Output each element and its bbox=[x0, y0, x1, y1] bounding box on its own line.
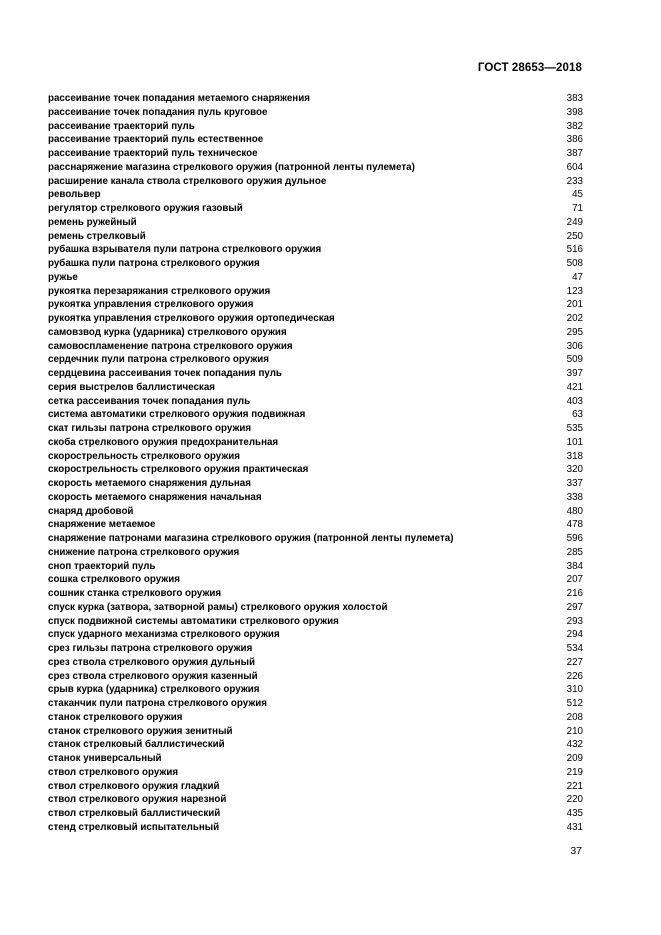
index-page-ref: 101 bbox=[566, 436, 583, 448]
index-term: ремень стрелковый bbox=[48, 230, 146, 242]
index-page-ref: 71 bbox=[572, 203, 583, 214]
index-page-ref: 293 bbox=[566, 615, 583, 627]
index-page-ref: 221 bbox=[566, 780, 583, 792]
index-entry bbox=[48, 628, 583, 642]
index-term: снижение патрона стрелкового оружия bbox=[48, 546, 240, 558]
index-entry bbox=[48, 518, 583, 532]
index-term: станок стрелковый баллистический bbox=[48, 739, 225, 751]
index-entry bbox=[48, 821, 583, 835]
index-entry bbox=[48, 202, 583, 216]
term-index-list bbox=[48, 92, 583, 835]
index-page-ref: 207 bbox=[566, 574, 583, 586]
index-term: снаряжение метаемое bbox=[48, 519, 156, 531]
index-term: снаряд дробовой bbox=[48, 505, 134, 517]
index-entry bbox=[48, 587, 583, 601]
index-term: спуск подвижной системы автоматики стрелкового оружия bbox=[48, 615, 339, 627]
index-page-ref: 285 bbox=[566, 546, 583, 558]
index-term: рубашка взрывателя пули патрона стрелкового оружия bbox=[48, 244, 322, 256]
index-page-ref: 431 bbox=[566, 821, 583, 833]
index-page-ref: 596 bbox=[566, 533, 583, 544]
index-entry bbox=[48, 312, 583, 326]
index-entry bbox=[48, 642, 583, 656]
index-page-ref: 233 bbox=[566, 175, 583, 187]
index-page-ref: 216 bbox=[566, 588, 583, 599]
index-entry bbox=[48, 188, 583, 202]
index-term: сердцевина рассеивания точек попадания пуль bbox=[48, 368, 282, 379]
index-term: сноп траекторий пуль bbox=[48, 560, 156, 572]
index-entry bbox=[48, 711, 583, 725]
index-term: сетка рассеивания точек попадания пуль bbox=[48, 395, 251, 407]
index-term: ремень ружейный bbox=[48, 216, 137, 228]
index-page-ref: 432 bbox=[566, 739, 583, 751]
index-entry bbox=[48, 175, 583, 189]
index-page-ref: 508 bbox=[566, 258, 583, 269]
index-term: скорость метаемого снаряжения дульная bbox=[48, 478, 251, 489]
index-entry bbox=[48, 780, 583, 794]
index-page-ref: 318 bbox=[566, 450, 583, 462]
index-entry bbox=[48, 505, 583, 519]
index-page-ref: 208 bbox=[566, 711, 583, 723]
index-page-ref: 512 bbox=[566, 698, 583, 709]
index-page-ref: 202 bbox=[566, 313, 583, 324]
index-entry bbox=[48, 422, 583, 436]
index-term: скоба стрелкового оружия предохранительная bbox=[48, 436, 279, 448]
index-page-ref: 249 bbox=[566, 216, 583, 228]
index-page-ref: 201 bbox=[566, 299, 583, 311]
index-entry bbox=[48, 147, 583, 161]
index-term: сердечник пули патрона стрелкового оружия bbox=[48, 354, 270, 366]
index-entry bbox=[48, 367, 583, 381]
index-entry bbox=[48, 106, 583, 120]
index-entry bbox=[48, 243, 583, 257]
index-page-ref: 220 bbox=[566, 794, 583, 806]
index-entry bbox=[48, 133, 583, 147]
index-entry bbox=[48, 353, 583, 367]
standard-designation: ГОСТ 28653—2018 bbox=[477, 62, 582, 74]
index-entry bbox=[48, 793, 583, 807]
index-page-ref: 509 bbox=[566, 354, 583, 366]
index-term: сошник станка стрелкового оружия bbox=[48, 588, 222, 599]
index-entry bbox=[48, 216, 583, 230]
index-term: срыв курка (ударника) стрелкового оружия bbox=[48, 684, 260, 696]
index-page-ref: 295 bbox=[566, 326, 583, 338]
index-entry bbox=[48, 230, 583, 244]
index-term: система автоматики стрелкового оружия подвижная bbox=[48, 409, 306, 421]
index-term: спуск курка (затвора, затворной рамы) стрелкового оружия холостой bbox=[48, 601, 388, 613]
page-number: 37 bbox=[570, 845, 582, 857]
index-entry bbox=[48, 601, 583, 615]
index-page-ref: 47 bbox=[572, 271, 583, 283]
index-page-ref: 397 bbox=[566, 368, 583, 379]
index-term: скорострельность стрелкового оружия практическая bbox=[48, 464, 309, 476]
index-term: ружье bbox=[48, 271, 78, 283]
index-page-ref: 294 bbox=[566, 629, 583, 641]
index-entry bbox=[48, 573, 583, 587]
index-term: рассеивание точек попадания пуль круговое bbox=[48, 106, 268, 118]
index-page-ref: 435 bbox=[566, 808, 583, 819]
index-term: станок стрелкового оружия зенитный bbox=[48, 725, 233, 737]
index-page-ref: 478 bbox=[566, 519, 583, 531]
index-entry bbox=[48, 450, 583, 464]
index-page-ref: 45 bbox=[572, 189, 583, 201]
index-page-ref: 534 bbox=[566, 643, 583, 654]
index-page-ref: 63 bbox=[572, 409, 583, 421]
index-page-ref: 227 bbox=[566, 656, 583, 668]
index-term: срез ствола стрелкового оружия дульный bbox=[48, 656, 255, 668]
index-entry bbox=[48, 408, 583, 422]
index-term: ствол стрелкового оружия гладкий bbox=[48, 780, 220, 792]
index-page-ref: 219 bbox=[566, 766, 583, 778]
index-term: ствол стрелкового оружия нарезной bbox=[48, 794, 227, 806]
index-page-ref: 398 bbox=[566, 106, 583, 118]
index-term: скат гильзы патрона стрелкового оружия bbox=[48, 423, 252, 434]
index-term: рубашка пули патрона стрелкового оружия bbox=[48, 258, 260, 269]
index-entry bbox=[48, 395, 583, 409]
index-term: рассеивание точек попадания метаемого снаряжения bbox=[48, 93, 310, 104]
index-term: рукоятка управления стрелкового оружия ортопедическая bbox=[48, 313, 335, 324]
index-term: станок универсальный bbox=[48, 753, 162, 764]
index-term: рассеивание траекторий пуль техническое bbox=[48, 148, 258, 159]
index-entry bbox=[48, 120, 583, 134]
index-entry bbox=[48, 298, 583, 312]
index-page-ref: 387 bbox=[566, 148, 583, 159]
index-entry bbox=[48, 491, 583, 505]
index-term: рассеивание траекторий пуль bbox=[48, 120, 195, 132]
index-entry bbox=[48, 752, 583, 766]
index-entry bbox=[48, 670, 583, 684]
index-entry bbox=[48, 738, 583, 752]
index-page-ref: 123 bbox=[566, 285, 583, 297]
index-page-ref: 338 bbox=[566, 491, 583, 503]
index-entry bbox=[48, 285, 583, 299]
index-entry bbox=[48, 656, 583, 670]
index-page-ref: 310 bbox=[566, 684, 583, 696]
index-page-ref: 421 bbox=[566, 381, 583, 393]
index-term: скорострельность стрелкового оружия bbox=[48, 450, 241, 462]
index-entry bbox=[48, 477, 583, 491]
index-entry bbox=[48, 436, 583, 450]
index-term: револьвер bbox=[48, 189, 101, 201]
index-term: стаканчик пули патрона стрелкового оружия bbox=[48, 698, 268, 709]
index-term: срез гильзы патрона стрелкового оружия bbox=[48, 643, 253, 654]
index-page-ref: 604 bbox=[566, 161, 583, 173]
index-entry bbox=[48, 463, 583, 477]
index-entry bbox=[48, 807, 583, 821]
index-page-ref: 382 bbox=[566, 120, 583, 132]
index-page-ref: 386 bbox=[566, 134, 583, 146]
index-page-ref: 480 bbox=[566, 505, 583, 517]
index-entry bbox=[48, 560, 583, 574]
index-term: снаряжение патронами магазина стрелкового оружия (патронной ленты пулемета) bbox=[48, 533, 454, 544]
index-term: срез ствола стрелкового оружия казенный bbox=[48, 670, 258, 682]
index-entry bbox=[48, 615, 583, 629]
index-entry bbox=[48, 326, 583, 340]
index-term: самовзвод курка (ударника) стрелкового оружия bbox=[48, 326, 287, 338]
index-entry bbox=[48, 532, 583, 546]
index-page-ref: 226 bbox=[566, 670, 583, 682]
index-term: самовоспламенение патрона стрелкового оружия bbox=[48, 340, 293, 352]
index-entry bbox=[48, 725, 583, 739]
index-page-ref: 383 bbox=[566, 93, 583, 104]
index-page-ref: 384 bbox=[566, 560, 583, 572]
index-term: станок стрелкового оружия bbox=[48, 711, 183, 723]
index-term: ствол стрелкового оружия bbox=[48, 766, 179, 778]
index-page-ref: 306 bbox=[566, 340, 583, 352]
index-entry bbox=[48, 161, 583, 175]
index-page-ref: 320 bbox=[566, 464, 583, 476]
index-entry bbox=[48, 92, 583, 106]
index-term: регулятор стрелкового оружия газовый bbox=[48, 203, 243, 214]
index-term: расширение канала ствола стрелкового оружия дульное bbox=[48, 175, 327, 187]
index-page-ref: 516 bbox=[566, 244, 583, 256]
index-page-ref: 337 bbox=[566, 478, 583, 489]
index-entry bbox=[48, 257, 583, 271]
index-page-ref: 403 bbox=[566, 395, 583, 407]
index-term: стенд стрелковый испытательный bbox=[48, 821, 220, 833]
index-entry bbox=[48, 340, 583, 354]
index-page-ref: 297 bbox=[566, 601, 583, 613]
index-term: рассеивание траекторий пуль естественное bbox=[48, 134, 264, 146]
index-entry bbox=[48, 683, 583, 697]
index-page-ref: 535 bbox=[566, 423, 583, 434]
index-term: рукоятка перезаряжания стрелкового оружия bbox=[48, 285, 271, 297]
index-term: серия выстрелов баллистическая bbox=[48, 381, 215, 393]
index-term: сошка стрелкового оружия bbox=[48, 574, 180, 586]
index-page-ref: 250 bbox=[566, 230, 583, 242]
index-term: ствол стрелковый баллистический bbox=[48, 808, 221, 819]
index-entry bbox=[48, 697, 583, 711]
index-term: расснаряжение магазина стрелкового оружия (патронной ленты пулемета) bbox=[48, 161, 415, 173]
index-page-ref: 210 bbox=[566, 725, 583, 737]
index-term: спуск ударного механизма стрелкового оружия bbox=[48, 629, 280, 641]
index-entry bbox=[48, 766, 583, 780]
index-entry bbox=[48, 546, 583, 560]
index-page-ref: 209 bbox=[566, 753, 583, 764]
index-term: рукоятка управления стрелкового оружия bbox=[48, 299, 254, 311]
index-entry bbox=[48, 271, 583, 285]
index-entry bbox=[48, 381, 583, 395]
index-term: скорость метаемого снаряжения начальная bbox=[48, 491, 262, 503]
